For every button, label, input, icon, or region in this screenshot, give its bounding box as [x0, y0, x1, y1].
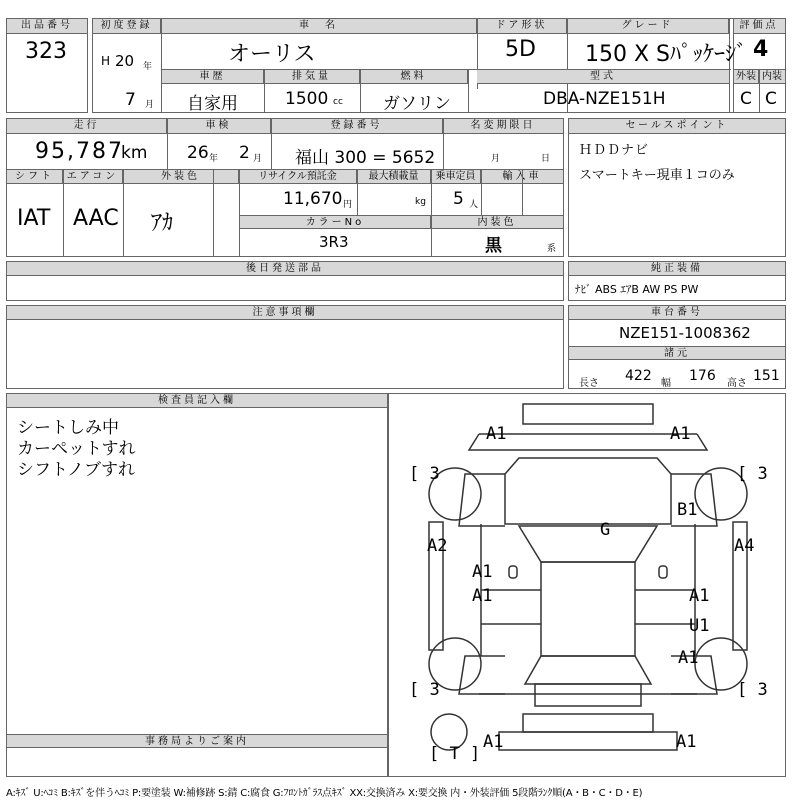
notes-header: 注意事項欄: [7, 306, 563, 320]
displacement-header: 排気量: [264, 70, 360, 84]
vehicle-info-box: [92, 18, 786, 113]
insp-year: 26: [187, 143, 209, 163]
first-reg-era: H: [101, 54, 111, 68]
shift: IAT: [17, 206, 51, 231]
chassis-header: 車台番号: [569, 306, 785, 320]
grade-header: グレード: [567, 19, 729, 34]
exterior-grade: C: [740, 89, 752, 109]
insp-year-unit: 年: [209, 154, 219, 164]
ext-color: ｱｶ: [151, 211, 174, 236]
equipment-box: [568, 261, 786, 301]
ext-color-header: 外装色: [123, 170, 239, 184]
specs-header: 諸元: [569, 347, 785, 360]
shift-header: シフト: [7, 170, 63, 184]
int-color: 黒: [485, 236, 502, 256]
grade: 150 X Sﾊﾟｯｹｰｼﾞ: [585, 42, 748, 67]
recycle-amount: 11,670: [283, 189, 343, 209]
damage-tire-front-left: [ 3: [409, 464, 440, 484]
car-diagram-box: [388, 393, 786, 777]
recycle-header: リサイクル預託金: [239, 170, 357, 184]
color-no: 3R3: [319, 233, 349, 251]
exterior-header: 外装: [734, 70, 759, 84]
model-header: 型式: [477, 70, 729, 84]
car-name-header: 車 名: [161, 19, 477, 34]
score-header: 評価点: [733, 19, 785, 34]
after-parts-box: [6, 261, 564, 301]
capacity-unit: 人: [469, 200, 479, 210]
aircon: AAC: [73, 206, 119, 231]
damage-roof: G: [600, 520, 611, 540]
inspector-note-2: カーペットすれ: [17, 439, 136, 459]
damage-rear-right: A1: [676, 732, 697, 752]
capacity: 5: [453, 189, 464, 209]
reg-number-header: 登録番号: [271, 119, 443, 134]
recycle-unit: 円: [343, 200, 353, 210]
damage-right-rear-fender: A1: [678, 648, 699, 668]
spec-height: 151: [753, 368, 780, 384]
mileage-block: [6, 118, 564, 257]
spare-tire-mark: [ T ]: [429, 744, 481, 764]
inspector-notes-header: 検査員記入欄: [7, 394, 387, 408]
damage-left-front-door: A1: [472, 562, 493, 582]
car-name: オーリス: [228, 42, 316, 67]
displacement-unit: cc: [333, 97, 343, 107]
spec-width-label: 幅: [661, 378, 671, 389]
legend: A:ｷｽﾞ U:ﾍｺﾐ B:ｷｽﾞを伴うﾍｺﾐ P:要塗装 W:補修跡 S:錆 C:腐食 G:ﾌﾛﾝﾄｶﾞﾗｽ点ｷｽﾞ XX:交換済み X:要交換 内・外装評価 5段階ﾗﾝｸ順(A・B・C・D・E): [6, 788, 643, 799]
sales-point-2: スマートキー現車１コのみ: [579, 168, 735, 183]
damage-tire-rear-right: [ 3: [737, 680, 768, 700]
capacity-header: 乗車定員: [431, 170, 481, 184]
int-color-unit: 系: [547, 244, 557, 254]
spec-width: 176: [689, 368, 716, 384]
damage-left-side: A2: [427, 536, 448, 556]
chassis-box: [568, 305, 786, 389]
lot-number: 323: [25, 39, 67, 64]
history: 自家用: [187, 94, 238, 114]
inspector-note-1: シートしみ中: [17, 418, 119, 438]
damage-front-right: A1: [670, 424, 691, 444]
inspector-notes-box: [6, 393, 388, 777]
spec-length: 422: [625, 368, 652, 384]
sales-point-1: ＨＤＤナビ: [579, 143, 650, 158]
spec-length-label: 長さ: [579, 378, 599, 389]
chassis-number: NZE151-1008362: [619, 324, 751, 342]
fuel: ガソリン: [383, 94, 451, 114]
sales-point-header: セールスポイント: [569, 119, 785, 134]
damage-tire-rear-left: [ 3: [409, 680, 440, 700]
damage-left-rear-door: A1: [472, 586, 493, 606]
office-notes-header: 事務局よりご案内: [7, 735, 387, 748]
first-reg-year-unit: 年: [143, 62, 153, 72]
door-type: 5D: [505, 37, 536, 62]
first-reg-year: 20: [115, 52, 135, 70]
damage-right-front-fender: B1: [677, 500, 698, 520]
damage-right-rear-door: U1: [689, 616, 710, 636]
interior-grade: C: [765, 89, 777, 109]
spec-height-label: 高さ: [727, 378, 747, 389]
notes-box: [6, 305, 564, 389]
name-change-header: 名変期限日: [443, 119, 563, 134]
insp-month-unit: 月: [253, 154, 263, 164]
inspection-header: 車検: [167, 119, 271, 134]
import-header: 輸入車: [481, 170, 563, 184]
model-code: DBA-NZE151H: [543, 89, 666, 109]
car-diagram: [389, 394, 785, 776]
damage-rear-left: A1: [483, 732, 504, 752]
damage-right-front-door: A1: [689, 586, 710, 606]
mileage-unit: km: [121, 143, 148, 163]
aircon-header: エアコン: [63, 170, 123, 184]
mileage: 95,787: [35, 139, 124, 164]
after-parts-header: 後日発送部品: [7, 262, 563, 276]
equipment-header: 純正装備: [569, 262, 785, 276]
inspector-note-3: シフトノブすれ: [17, 460, 135, 480]
score: 4: [753, 37, 769, 62]
insp-month: 2: [239, 143, 250, 163]
max-load-unit: kg: [415, 197, 426, 207]
first-reg-header: 初度登録: [93, 19, 161, 34]
fuel-header: 燃料: [360, 70, 468, 84]
history-header: 車歴: [162, 70, 264, 84]
reg-number: 福山 300 = 5652: [295, 148, 436, 168]
displacement: 1500: [285, 89, 329, 109]
name-change-month: 月: [491, 154, 501, 164]
equipment-list: ﾅﾋﾞ ABS ｴｱB AW PS PW: [575, 283, 699, 296]
mileage-header: 走行: [7, 119, 167, 134]
first-reg-month-unit: 月: [145, 100, 155, 110]
lot-number-header: 出品番号: [7, 19, 87, 34]
damage-tire-front-right: [ 3: [737, 464, 768, 484]
int-color-header: 内装色: [431, 216, 563, 229]
damage-right-side: A4: [734, 536, 755, 556]
max-load-header: 最大積載量: [357, 170, 431, 184]
damage-front-left: A1: [486, 424, 507, 444]
name-change-day: 日: [541, 154, 551, 164]
color-no-header: カラーNo: [240, 216, 431, 229]
first-reg-month: 7: [125, 90, 136, 110]
interior-header: 内装: [759, 70, 785, 84]
door-header: ドア形状: [477, 19, 567, 34]
sales-point-box: [568, 118, 786, 257]
lot-number-box: [6, 18, 88, 113]
